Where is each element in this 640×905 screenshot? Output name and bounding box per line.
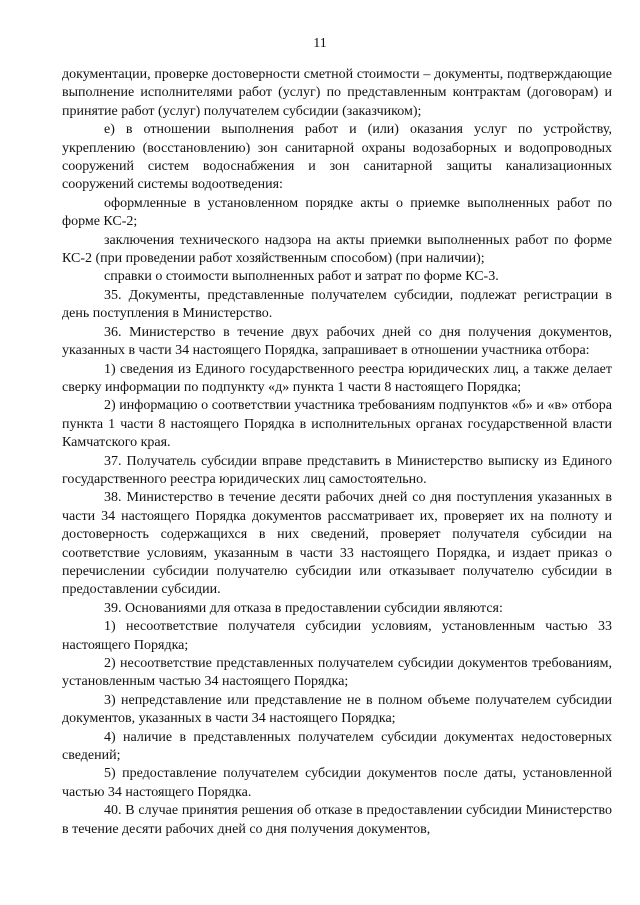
paragraph-37: 37. Получатель субсидии вправе представить в Министерство выписку из Единого государственного реестра юридических лиц самостоятельно. [62, 453, 612, 487]
page-number: 11 [313, 36, 327, 51]
paragraph-38: 38. Министерство в течение десяти рабочих дней со дня поступления указанных в части 34 настоящего Порядка документов рассматривает их, проверяет их на полноту и достоверность содержащихся в них сведений, проверяет получателя субсидии на соответствие условиям, указанным в части 33 настоящего Порядка, и издает приказ о перечислении субсидии получателю субсидии или отказывает получателю субсидии в предоставлении субсидии. [62, 490, 612, 598]
paragraph-technical-supervision: заключения технического надзора на акты приемки выполненных работ по форме КС-2 (при проведении работ хозяйственным способом) (при наличии); [62, 232, 612, 267]
paragraph-35: 35. Документы, представленные получателем субсидии, подлежат регистрации в день поступления в Министерство. [62, 287, 612, 322]
paragraph-continuation-documentation: документации, проверке достоверности сметной стоимости – документы, подтверждающие выполнение исполнителями работ (услуг) по представленным контрактам (договорам) и принятие работ (услуг) получателем субсидии (заказчиком); [62, 67, 612, 119]
paragraph-39-1: 1) несоответствие получателя субсидии условиям, установленным частью 33 настоящего Порядка; [62, 619, 612, 653]
paragraph-39: 39. Основаниями для отказа в предоставлении субсидии являются: [104, 600, 503, 616]
paragraph-36-2: 2) информацию о соответствии участника требованиям подпунктов «б» и «в» отбора пункта 1 части 8 настоящего Порядка в исполнительных органах государственной власти Камчатского края. [62, 398, 612, 451]
paragraph-ks3-certificate: справки о стоимости выполненных работ и затрат по форме КС-3. [104, 269, 499, 285]
paragraph-39-4: 4) наличие в представленных получателем субсидии документах недостоверных сведений; [62, 729, 612, 764]
document-body [62, 66, 612, 839]
paragraph-36-1: 1) сведения из Единого государственного реестра юридических лиц, а также делает сверку информации по подпункту «д» пункта 1 части 8 настоящего Порядка; [62, 361, 612, 395]
paragraph-ks2-acts: оформленные в установленном порядке акты о приемке выполненных работ по форме КС-2; [62, 195, 612, 230]
paragraph-40: 40. В случае принятия решения об отказе в предоставлении субсидии Министерство в течение десяти рабочих дней со дня получения документов, [62, 803, 612, 837]
paragraph-36: 36. Министерство в течение двух рабочих дней со дня получения документов, указанных в части 34 настоящего Порядка, запрашивает в отношении участника отбора: [62, 324, 612, 359]
paragraph-39-5: 5) предоставление получателем субсидии документов после даты, установленной частью 34 настоящего Порядка. [62, 766, 612, 800]
paragraph-39-2: 2) несоответствие представленных получателем субсидии документов требованиям, установленным частью 34 настоящего Порядка; [62, 656, 612, 690]
paragraph-39-3: 3) непредставление или представление не в полном объеме получателем субсидии документов, указанных в части 34 настоящего Порядка; [62, 692, 612, 727]
paragraph-item-e: е) в отношении выполнения работ и (или) оказания услуг по устройству, укреплению (восстановлению) зон санитарной охраны водозаборных и водопроводных сооружений систем водоснабжения и зон санитарной защиты канализационных сооружений системы водоотведения: [62, 122, 612, 193]
